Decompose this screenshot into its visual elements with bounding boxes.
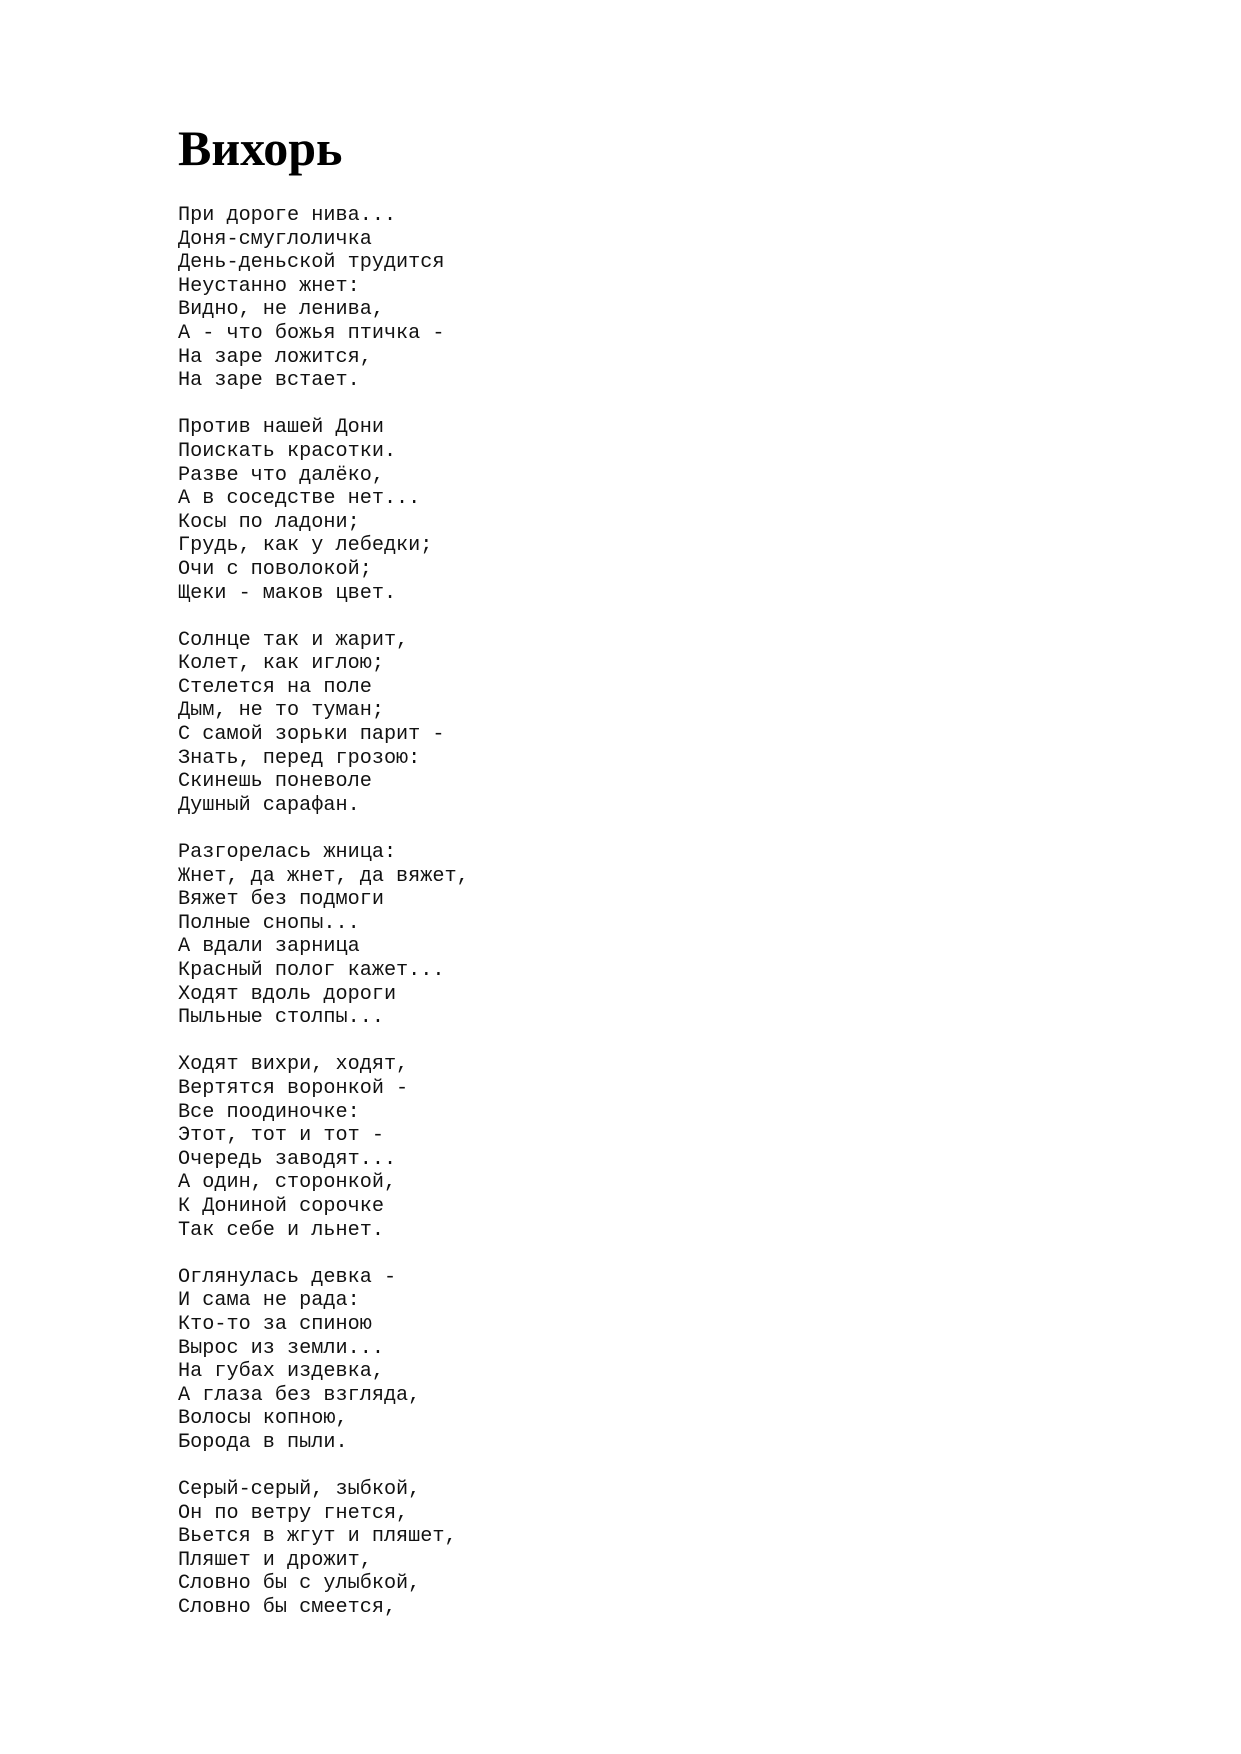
- poem-line: Видно, не ленива,: [178, 298, 384, 322]
- poem-line: Серый-серый, зыбкой,: [178, 1478, 421, 1502]
- poem-line: А один, сторонкой,: [178, 1171, 397, 1195]
- poem-line: К Дониной сорочке: [178, 1194, 384, 1218]
- poem-line: А - что божья птичка -: [178, 321, 445, 345]
- poem-line: Пляшет и дрожит,: [178, 1548, 372, 1572]
- poem-line: Кто-то за спиною: [178, 1312, 372, 1336]
- poem-line: Грудь, как у лебедки;: [178, 534, 433, 558]
- stanza: [178, 841, 469, 1030]
- poem-line: День-деньской трудится: [178, 251, 445, 275]
- poem-line: Душный сарафан.: [178, 793, 360, 817]
- poem-line: Против нашей Дони: [178, 416, 384, 440]
- poem-line: Полные снопы...: [178, 911, 360, 935]
- poem-body: [178, 204, 469, 1643]
- poem-line: Словно бы с улыбкой,: [178, 1572, 421, 1596]
- stanza: [178, 1053, 469, 1242]
- poem-line: А в соседстве нет...: [178, 487, 421, 511]
- stanza: [178, 1478, 469, 1620]
- poem-line: Косы по ладони;: [178, 510, 360, 534]
- poem-line: Поискать красотки.: [178, 439, 397, 463]
- poem-line: При дороге нива...: [178, 204, 397, 227]
- poem-line: Красный полог кажет...: [178, 959, 445, 982]
- poem-line: Ходят вдоль дороги: [178, 982, 397, 1006]
- poem-line: Волосы копною,: [178, 1407, 348, 1431]
- poem-line: Разве что далёко,: [178, 463, 384, 487]
- poem-line: На заре встает.: [178, 369, 360, 393]
- poem-line: Так себе и льнет.: [178, 1218, 384, 1242]
- poem-line: Колет, как иглою;: [178, 652, 384, 676]
- poem-line: Разгорелась жница:: [178, 841, 397, 865]
- poem-line: Стелется на поле: [178, 675, 372, 699]
- stanza: [178, 1266, 469, 1455]
- poem-line: Оглянулась девка -: [178, 1265, 397, 1289]
- poem-title: Вихорь: [178, 120, 343, 176]
- poem-line: Дым, не то туман;: [178, 699, 384, 723]
- poem-line: Вертятся воронкой -: [178, 1076, 409, 1100]
- poem-line: А глаза без взгляда,: [178, 1383, 421, 1407]
- poem-line: Ходят вихри, ходят,: [178, 1053, 409, 1077]
- poem-line: Все поодиночке:: [178, 1100, 360, 1124]
- poem-line: Солнце так и жарит,: [178, 628, 409, 652]
- poem-line: Доня-смуглоличка: [178, 227, 372, 251]
- poem-line: Скинешь поневоле: [178, 770, 372, 794]
- poem-line: Щеки - маков цвет.: [178, 581, 397, 605]
- poem-line: Вяжет без подмоги: [178, 888, 384, 912]
- poem-line: И сама не рада:: [178, 1289, 360, 1313]
- poem-line: Вьется в жгут и пляшет,: [178, 1525, 457, 1549]
- stanza: [178, 629, 469, 818]
- poem-line: Очередь заводят...: [178, 1147, 397, 1171]
- poem-line: Пыльные столпы...: [178, 1006, 384, 1030]
- poem-line: Он по ветру гнется,: [178, 1501, 409, 1525]
- poem-line: Жнет, да жнет, да вяжет,: [178, 864, 469, 888]
- poem-line: С самой зорьки парит -: [178, 723, 445, 747]
- poem-line: Знать, перед грозою:: [178, 746, 421, 770]
- poem-line: На заре ложится,: [178, 345, 372, 369]
- poem-line: Неустанно жнет:: [178, 274, 360, 298]
- poem-line: Этот, тот и тот -: [178, 1124, 384, 1148]
- poem-line: Очи с поволокой;: [178, 557, 372, 581]
- poem-line: Словно бы смеется,: [178, 1596, 397, 1620]
- poem-line: Борода в пыли.: [178, 1430, 348, 1454]
- poem-line: Вырос из земли...: [178, 1336, 384, 1360]
- poem-line: На губах издевка,: [178, 1360, 384, 1384]
- stanza: [178, 204, 469, 393]
- poem-line: А вдали зарница: [178, 935, 360, 959]
- stanza: [178, 416, 469, 605]
